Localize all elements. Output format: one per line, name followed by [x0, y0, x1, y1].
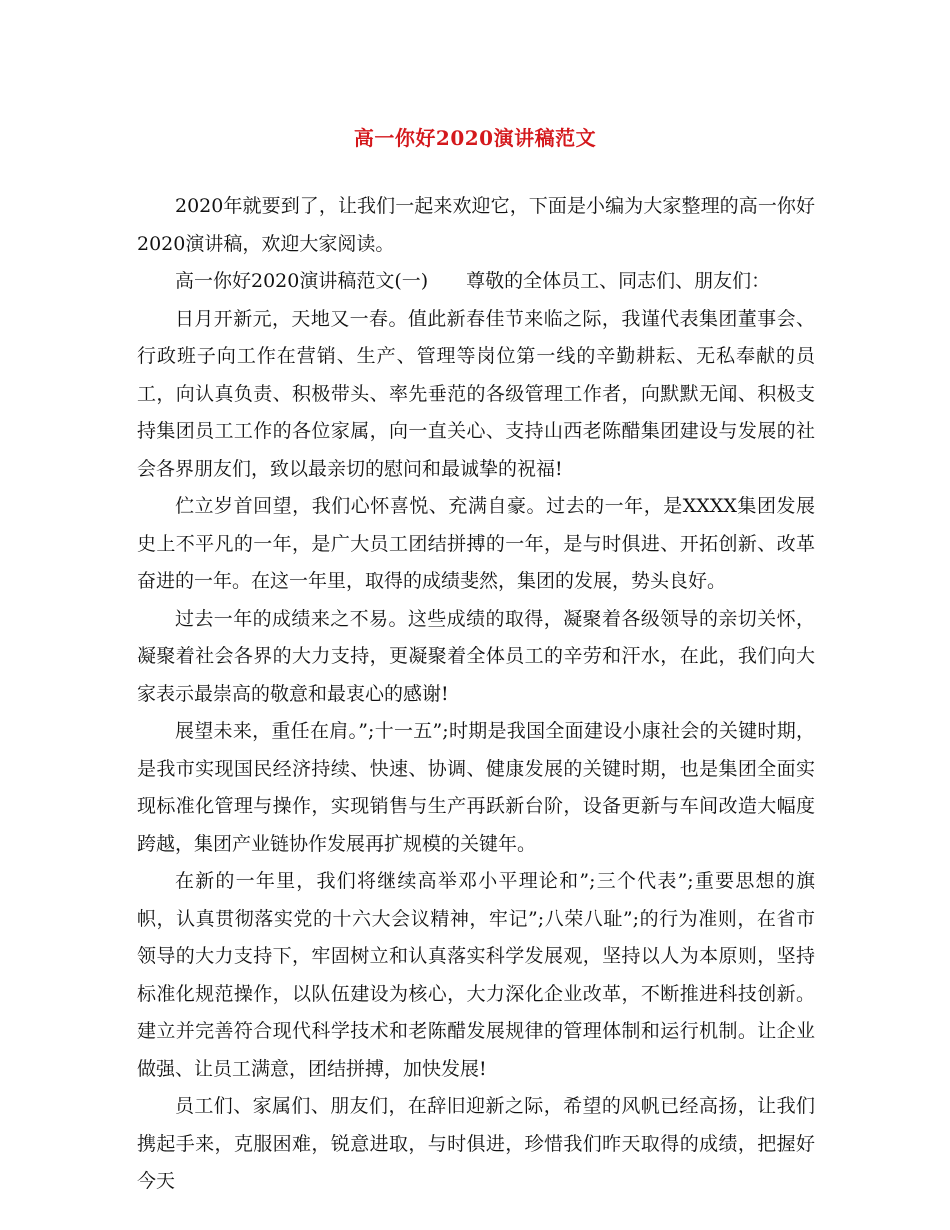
paragraph-intro: 2020年就要到了，让我们一起来欢迎它，下面是小编为大家整理的高一你好2020演讲稿，欢迎大家阅读。	[137, 195, 815, 255]
paragraph-heading-salutation: 高一你好2020演讲稿范文(一) 尊敬的全体员工、同志们、朋友们：	[175, 270, 771, 292]
paragraph-achievements: 过去一年的成绩来之不易。这些成绩的取得，凝聚着各级领导的亲切关怀，凝聚着社会各界的大力支持，更凝聚着全体员工的辛劳和汗水，在此，我们向大家表示最崇高的敬意和最衷心的感谢!	[137, 607, 815, 705]
paragraph-outlook: 展望未来，重任在肩。”;十一五”;时期是我国全面建设小康社会的关键时期，是我市实现国民经济持续、快速、协调、健康发展的关键时期，也是集团全面实现标准化管理与操作，实现销售与生产再跃新台阶，设备更新与车间改造大幅度跨越，集团产业链协作发展再扩规模的关键年。	[137, 720, 815, 855]
document-body	[137, 188, 815, 1201]
paragraph-new-year-plan: 在新的一年里，我们将继续高举邓小平理论和”;三个代表”;重要思想的旗帜，认真贯彻落实党的十六大会议精神，牢记”;八荣八耻”;的行为准则，在省市领导的大力支持下，牢固树立和认真落实科学发展观，坚持以人为本原则，坚持标准化规范操作，以队伍建设为核心，大力深化企业改革，不断推进科技创新。建立并完善符合现代科学技术和老陈醋发展规律的管理体制和运行机制。让企业做强、让员工满意，团结拼搏，加快发展!	[137, 870, 815, 1080]
paragraph-review: 伫立岁首回望，我们心怀喜悦、充满自豪。过去的一年，是XXXX集团发展史上不平凡的一年，是广大员工团结拼搏的一年，是与时俱进、开拓创新、改革奋进的一年。在这一年里，取得的成绩斐然，集团的发展，势头良好。	[137, 495, 815, 592]
document-title: 高一你好2020演讲稿范文	[353, 126, 597, 150]
paragraph-new-year-greeting: 日月开新元，天地又一春。值此新春佳节来临之际，我谨代表集团董事会、行政班子向工作在营销、生产、管理等岗位第一线的辛勤耕耘、无私奉献的员工，向认真负责、积极带头、率先垂范的各级管理工作者，向默默无闻、积极支持集团员工工作的各位家属，向一直关心、支持山西老陈醋集团建设与发展的社会各界朋友们，致以最亲切的慰问和最诚挚的祝福!	[137, 307, 815, 480]
paragraph-closing: 员工们、家属们、朋友们，在辞旧迎新之际，希望的风帆已经高扬，让我们携起手来，克服困难，锐意进取，与时俱进，珍惜我们昨天取得的成绩，把握好今天	[137, 1095, 815, 1192]
